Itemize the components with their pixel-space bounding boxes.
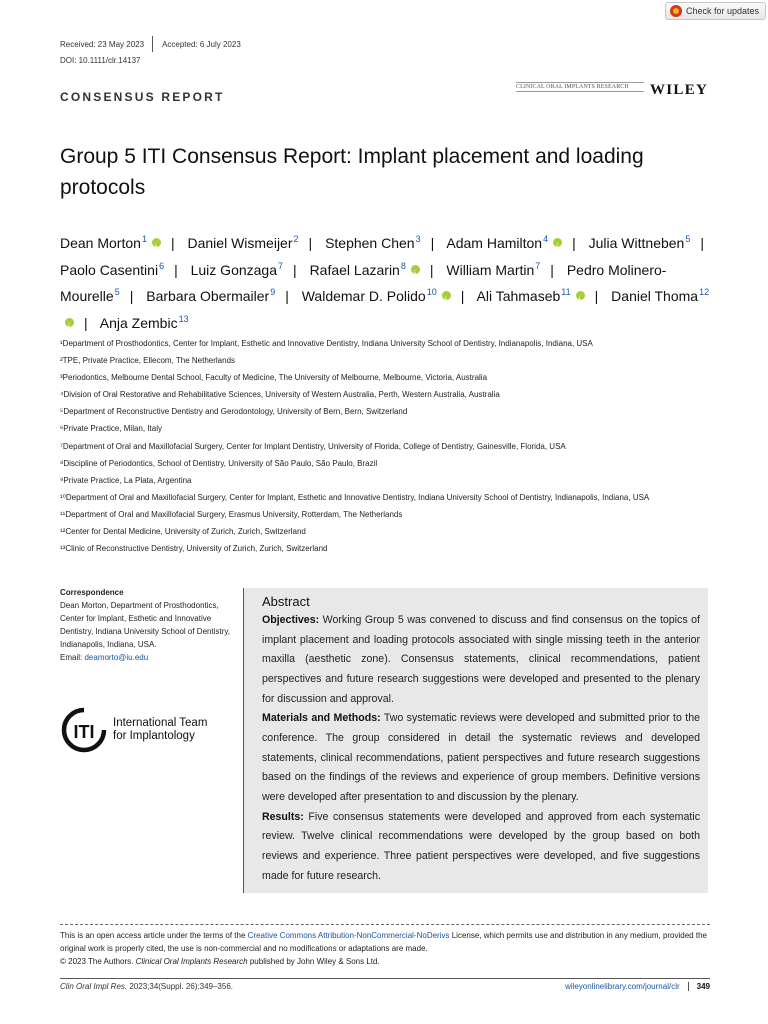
author-name: Barbara Obermailer xyxy=(146,288,270,304)
author-name: Luiz Gonzaga xyxy=(190,261,278,278)
author-name: Julia Wittneben xyxy=(588,235,685,251)
author-separator: | xyxy=(308,235,313,251)
author-affiliation-number: 11 xyxy=(561,287,571,297)
author xyxy=(310,262,420,278)
author xyxy=(60,262,164,278)
journal-url-link[interactable]: wileyonlinelibrary.com/journal/clr xyxy=(565,982,680,991)
page-number: 349 xyxy=(688,982,710,991)
author-name: Adam Hamilton xyxy=(446,235,543,251)
author-affiliation-number: 5 xyxy=(114,287,120,297)
author-name: William Martin xyxy=(446,261,535,278)
abstract-box xyxy=(243,588,708,893)
abstract-results xyxy=(262,808,700,887)
author-affiliation-number: 5 xyxy=(685,234,691,244)
correspondence-address: Dean Morton, Department of Prosthodontics, Center for Implant, Esthetic and Innovative Dentistry, Indiana University School of Dentistry, Indianapolis, Indiana, USA. xyxy=(60,601,230,649)
author-separator: | xyxy=(430,235,435,251)
affiliation-list xyxy=(60,335,710,557)
author-affiliation-number: 6 xyxy=(159,260,165,271)
author-separator: | xyxy=(429,261,434,278)
section-label: CONSENSUS REPORT xyxy=(60,90,225,104)
methods-label: Materials and Methods: xyxy=(262,712,381,725)
author-affiliation-number: 1 xyxy=(141,234,147,244)
affiliation-item: ⁴Division of Oral Restorative and Rehabilitative Sciences, University of Western Australia, Perth, Western Australia, Australia xyxy=(60,390,500,400)
correspondence xyxy=(60,586,230,664)
copyright-journal: Clinical Oral Implants Research xyxy=(135,957,248,966)
article-dates xyxy=(60,38,241,50)
affiliation-item: ³Periodontics, Melbourne Dental School, Faculty of Medicine, The University of Melbourne, Melbourne, Victoria, Australia xyxy=(60,373,488,383)
orcid-icon[interactable] xyxy=(442,291,451,300)
copyright-line: © 2023 The Authors. Clinical Oral Implants Research published by John Wiley & Sons Ltd. xyxy=(60,957,380,966)
author-separator: | xyxy=(174,261,178,278)
iti-mark-text: ITI xyxy=(73,722,95,742)
author-name: Paolo Casentini xyxy=(60,261,159,278)
author-name: Daniel Thoma xyxy=(611,288,699,304)
affiliation-item: ⁸Discipline of Periodontics, School of Dentistry, University of São Paulo, São Paulo, Brazil xyxy=(60,458,378,468)
author-name: Ali Tahmaseb xyxy=(476,288,561,304)
orcid-icon[interactable] xyxy=(553,238,562,247)
author-name: Anja Zembic xyxy=(99,314,178,331)
author xyxy=(589,235,691,251)
doi: DOI: 10.1111/clr.14137 xyxy=(60,56,141,65)
author-separator: | xyxy=(293,261,297,278)
author-separator: | xyxy=(460,288,465,304)
affiliation-item: ¹¹Department of Oral and Maxillofacial Surgery, Erasmus University, Rotterdam, The Netherlands xyxy=(60,509,403,519)
author xyxy=(325,235,421,251)
footer-journal: Clin Oral Impl Res. xyxy=(60,982,128,991)
publisher-logo: WILEY xyxy=(650,82,709,98)
iti-logo xyxy=(60,706,207,754)
date-divider xyxy=(152,36,153,52)
journal-logo: CLINICAL ORAL IMPLANTS RESEARCH xyxy=(516,82,644,92)
author-name: Dean Morton xyxy=(60,235,141,251)
iti-line-1: International Team xyxy=(113,717,208,729)
affiliation-item: ⁷Department of Oral and Maxillofacial Surgery, Center for Implant Dentistry, University of Florida, College of Dentistry, Gainesville, Florida, USA xyxy=(60,441,566,451)
author-separator: | xyxy=(572,235,576,251)
check-for-updates-label: Check for updates xyxy=(685,6,759,16)
author-name: Rafael Lazarin xyxy=(309,261,400,278)
author-affiliation-number: 8 xyxy=(400,260,406,271)
author xyxy=(446,262,540,278)
page-footer xyxy=(60,978,710,991)
crossmark-icon xyxy=(670,5,682,17)
received-date: Received: 23 May 2023 xyxy=(60,39,145,49)
affiliation-item: ⁶Private Practice, Milan, Italy xyxy=(60,424,162,434)
affiliation-item: ¹⁰Department of Oral and Maxillofacial Surgery, Center for Implant, Esthetic and Innovative Dentistry, Indiana University School of Dentistry, Indianapolis, Indiana, USA xyxy=(60,492,650,502)
iti-mark-icon xyxy=(60,706,108,754)
author-separator: | xyxy=(594,288,599,304)
license-text: This is an open access article under the terms of the Creative Commons Attribution-NonCommercial-NoDerivs License, which permits use and distribution in any medium, provided the original work is properly cited, the use is non-commercial and no modifications or adaptations are made. xyxy=(60,931,707,953)
author xyxy=(302,288,451,304)
author-affiliation-number: 4 xyxy=(543,234,549,244)
author-affiliation-number: 13 xyxy=(178,313,189,324)
author-name: Stephen Chen xyxy=(325,235,415,251)
paper-title: Group 5 ITI Consensus Report: Implant placement and loading protocols xyxy=(60,145,644,199)
accepted-date: Accepted: 6 July 2023 xyxy=(162,39,241,49)
author-list xyxy=(60,228,720,334)
author xyxy=(446,235,562,251)
abstract-methods xyxy=(262,709,700,807)
author-name: Pedro Molinero-Mourelle xyxy=(60,261,667,304)
affiliation-item: ⁵Department of Reconstructive Dentistry and Gerodontology, University of Bern, Bern, Switzerland xyxy=(60,407,408,417)
affiliation-item: ¹³Clinic of Reconstructive Dentistry, University of Zurich, Zurich, Switzerland xyxy=(60,544,328,554)
orcid-icon[interactable] xyxy=(576,291,585,300)
email-label: Email: xyxy=(60,653,83,662)
iti-line-2: for Implantology xyxy=(113,730,195,742)
author-affiliation-number: 2 xyxy=(293,234,299,244)
author-name: Daniel Wismeijer xyxy=(187,235,293,251)
license-notice xyxy=(60,924,710,968)
author xyxy=(60,235,161,251)
objectives-label: Objectives: xyxy=(262,614,320,626)
author-affiliation-number: 12 xyxy=(699,287,710,297)
affiliation-item: ¹²Center for Dental Medicine, University of Zurich, Zurich, Switzerland xyxy=(60,527,306,537)
author xyxy=(191,262,283,278)
orcid-icon[interactable] xyxy=(152,238,161,247)
author xyxy=(146,288,275,304)
author-separator: | xyxy=(170,235,175,251)
methods-text: Two systematic reviews were developed and submitted prior to the conference. The group considered in detail the systematic reviews and developed statements, clinical recommendations, patient perspectives and future research suggestions based on the findings of the reviews and experience of group members. Definitive versions were developed after presentation to and discussion by the plenary. xyxy=(262,712,701,803)
check-for-updates-button[interactable] xyxy=(665,2,766,20)
author-separator: | xyxy=(285,288,289,304)
author xyxy=(100,315,189,331)
abstract-objectives xyxy=(262,611,700,709)
author-affiliation-number: 3 xyxy=(415,234,421,244)
orcid-icon[interactable] xyxy=(411,265,420,274)
results-label: Results: xyxy=(262,810,304,823)
author-separator: | xyxy=(550,261,554,278)
correspondence-heading: Correspondence xyxy=(60,588,124,597)
author-affiliation-number: 7 xyxy=(278,260,284,271)
correspondence-email-line xyxy=(60,651,230,664)
author-affiliation-number: 7 xyxy=(535,260,541,271)
affiliation-item: ²TPE, Private Practice, Ellecom, The Netherlands xyxy=(60,356,236,366)
author-affiliation-number: 10 xyxy=(426,287,437,297)
footer-right xyxy=(565,982,710,991)
author-name: Waldemar D. Polido xyxy=(301,288,426,304)
author-separator: | xyxy=(84,314,88,331)
orcid-icon[interactable] xyxy=(65,318,74,327)
abstract-heading: Abstract xyxy=(262,594,310,609)
author-affiliation-number: 9 xyxy=(270,287,276,297)
results-text: Five consensus statements were developed and approved from each systematic review. Twelve clinical recommendations were developed by the group based on both reviews and experience. Three patient perspectives were developed, and five suggestions made for future research. xyxy=(262,810,700,882)
email-link[interactable]: deamorto@iu.edu xyxy=(84,653,149,662)
affiliation-item: ¹Department of Prosthodontics, Center for Implant, Esthetic and Innovative Dentistry, Indiana University School of Dentistry, Indianapolis, Indiana, USA xyxy=(60,339,593,348)
author-separator: | xyxy=(129,288,134,304)
license-link[interactable]: Creative Commons Attribution-NonCommercial-NoDerivs xyxy=(247,931,450,940)
author xyxy=(477,288,585,304)
objectives-text: Working Group 5 was convened to discuss and find consensus on the topics of implant placement and loading protocols associated with single missing teeth in the anterior maxilla (aesthetic zone). Consensus statements, clinical recommendations, patient perspectives and future research suggestions were developed and presented to the plenary for discussion and approval. xyxy=(262,614,700,705)
author-separator: | xyxy=(700,235,704,251)
affiliation-item: ⁹Private Practice, La Plata, Argentina xyxy=(60,475,192,485)
author xyxy=(187,235,298,251)
footer-citation: Clin Oral Impl Res. 2023;34(Suppl. 26):349–356. xyxy=(60,982,233,991)
